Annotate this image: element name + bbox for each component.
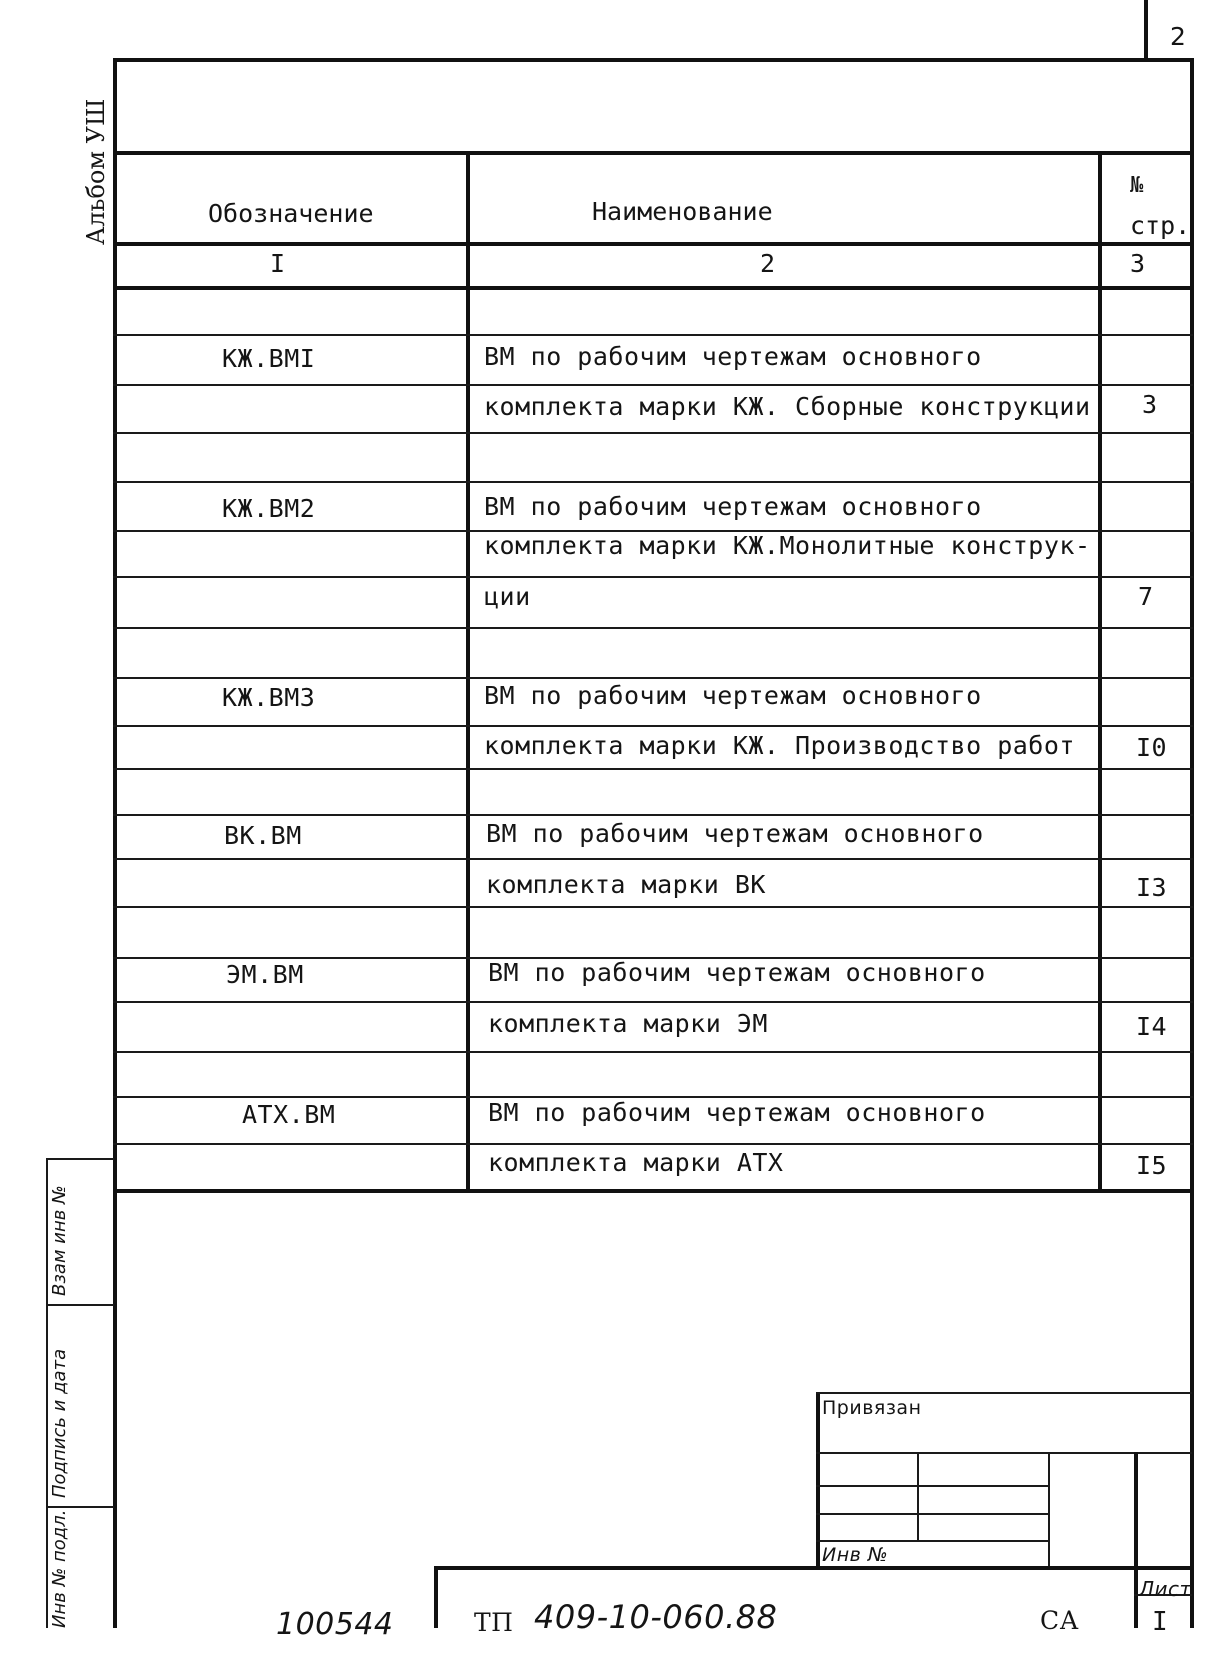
row-name-line: ВМ по рабочим чертежам основного (486, 819, 984, 848)
album-label: Альбом УШ (82, 98, 110, 245)
row-page: I5 (1136, 1151, 1168, 1180)
row-name-line: ВМ по рабочим чертежам основного (484, 681, 982, 710)
stamp-attached-label: Привязан (822, 1397, 922, 1419)
row-name-line: комплекта марки ВК (486, 870, 766, 899)
row-designation: КЖ.ВМ2 (222, 494, 316, 523)
row-name-line: ВМ по рабочим чертежам основного (484, 492, 982, 521)
row-name-line: комплекта марки КЖ.Монолитные конструк- (484, 531, 1091, 560)
row-line (113, 334, 1193, 336)
stamp-line (816, 1513, 1048, 1515)
side-signature-label: Подпись и дата (49, 1348, 70, 1498)
row-line (113, 384, 1193, 386)
row-name-line: комплекта марки КЖ. Производство работ (484, 731, 1075, 760)
row-name-line: ВМ по рабочим чертежам основного (484, 342, 982, 371)
sheet-number-top: 2 (1170, 22, 1187, 51)
row-line (113, 768, 1193, 770)
row-name-line: ВМ по рабочим чертежам основного (488, 958, 986, 987)
colnum-bottom-line (113, 286, 1193, 290)
side-block-line (46, 1506, 114, 1508)
row-name-line: ции (484, 582, 531, 611)
row-name-line: ВМ по рабочим чертежам основного (488, 1098, 986, 1127)
stamp-line (434, 1566, 438, 1628)
row-line (113, 814, 1193, 816)
row-line (113, 432, 1193, 434)
row-designation: АТХ.ВМ (242, 1100, 336, 1129)
side-replace-label: Взам инв № (49, 1185, 70, 1296)
frame-line (1144, 0, 1148, 62)
row-page: 3 (1142, 390, 1158, 419)
row-designation: ЭМ.ВМ (226, 960, 304, 989)
col-separator-1 (466, 151, 470, 1191)
row-designation: ВК.ВМ (224, 821, 302, 850)
stamp-doc-prefix: ТП (474, 1608, 514, 1637)
row-line (113, 906, 1193, 908)
stamp-doc-suffix: СА (1040, 1606, 1080, 1635)
colnum-2: 2 (760, 249, 776, 278)
row-line (113, 1143, 1193, 1145)
row-name-line: комплекта марки АТХ (488, 1148, 784, 1177)
row-name-line: комплекта марки ЭМ (488, 1009, 768, 1038)
row-line (113, 481, 1193, 483)
stamp-inventory-number: 100544 (276, 1607, 394, 1642)
stamp-line (1048, 1452, 1050, 1568)
stamp-sheet-value: I (1152, 1607, 1169, 1637)
side-block-line (46, 1158, 114, 1160)
side-block-line (46, 1158, 48, 1628)
header-page-no: № (1130, 173, 1144, 198)
stamp-line (917, 1452, 919, 1540)
stamp-doc-code: 409-10-060.88 (534, 1598, 778, 1636)
row-designation: КЖ.ВМI (222, 344, 316, 373)
stamp-line (1134, 1452, 1138, 1628)
row-line (113, 858, 1193, 860)
table-bottom-line (113, 1189, 1193, 1193)
row-line (113, 677, 1193, 679)
row-page: I4 (1136, 1012, 1168, 1041)
header-bottom-line (113, 242, 1193, 246)
header-page-str: стр. (1130, 211, 1191, 240)
row-page: I3 (1136, 873, 1168, 902)
colnum-1: I (270, 249, 286, 278)
side-block-line (46, 1304, 114, 1306)
header-designation: Обозначение (208, 199, 374, 228)
stamp-line (816, 1485, 1048, 1487)
frame-top (113, 58, 1193, 62)
header-name: Наименование (592, 197, 773, 226)
frame-left (113, 58, 117, 1628)
row-line (113, 1051, 1193, 1053)
row-designation: КЖ.ВМ3 (222, 683, 316, 712)
col-separator-2 (1098, 151, 1102, 1191)
row-page: I0 (1136, 733, 1168, 762)
colnum-3: 3 (1130, 249, 1146, 278)
stamp-line (434, 1566, 1194, 1570)
side-inv-orig-label: Инв № подл. (49, 1509, 70, 1628)
stamp-sheet-label: Лист (1139, 1577, 1192, 1601)
row-line (113, 725, 1193, 727)
row-line (113, 576, 1193, 578)
row-line (113, 627, 1193, 629)
stamp-inv-label: Инв № (822, 1544, 889, 1566)
row-line (113, 1001, 1193, 1003)
row-page: 7 (1138, 582, 1154, 611)
table-top-line (113, 151, 1193, 155)
row-name-line: комплекта марки КЖ. Сборные конструкции (484, 392, 1091, 421)
